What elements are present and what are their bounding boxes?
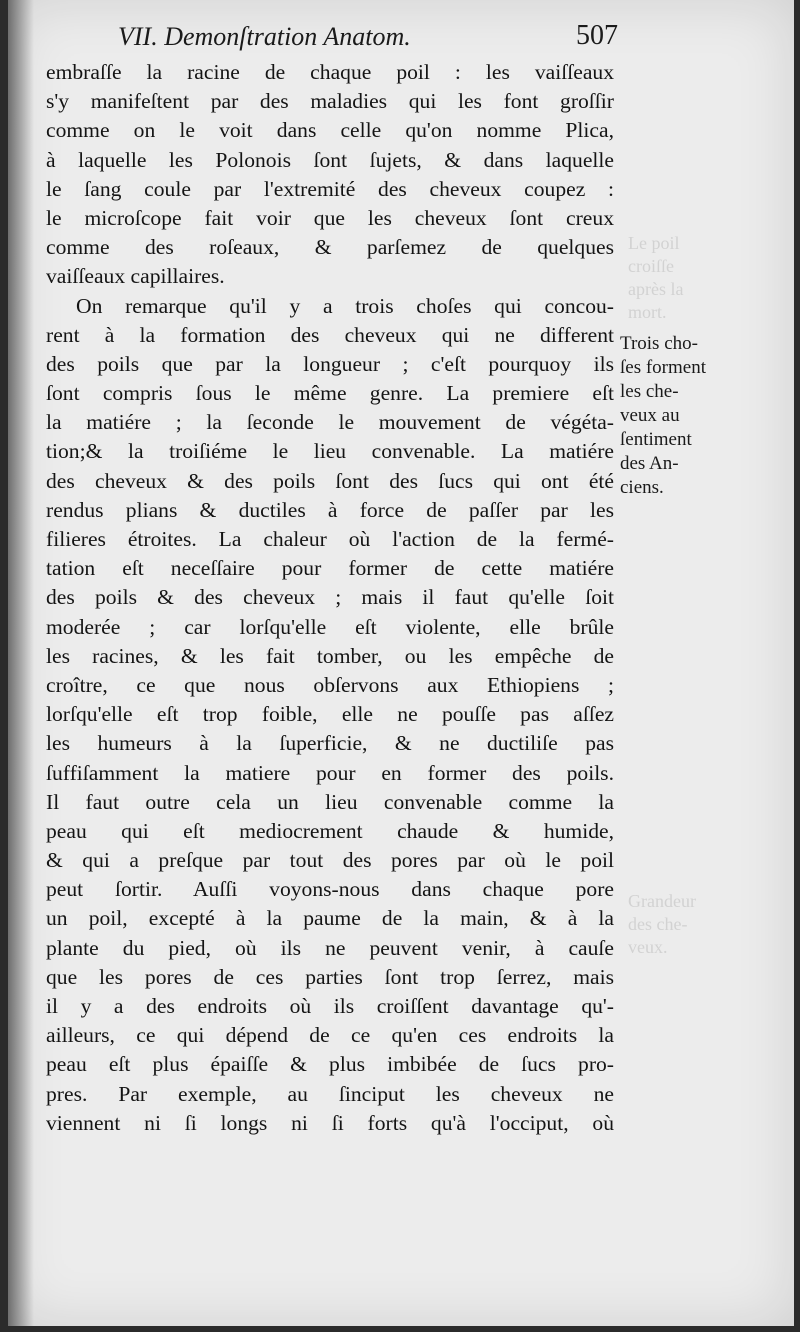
text-line: tation eſt neceſſaire pour former de cette matiére bbox=[46, 556, 614, 581]
text-line: à laquelle les Polonois ſont ſujets, & dans laquelle bbox=[46, 147, 614, 172]
text-line: les racines, & les fait tomber, ou les empêche de bbox=[46, 643, 614, 668]
text-line: & qui a preſque par tout des pores par où le poil bbox=[46, 848, 614, 873]
text-line: pres. Par exemple, au ſinciput les cheveux ne bbox=[46, 1081, 614, 1106]
book-page bbox=[8, 0, 794, 1326]
text-line: On remarque qu'il y a trois choſes qui concou- bbox=[76, 293, 614, 318]
text-line: s'y manifeſtent par des maladies qui les font groſſir bbox=[46, 89, 614, 114]
running-header bbox=[118, 22, 618, 58]
text-line: des poils que par la longueur ; c'eſt pourquoy ils bbox=[46, 351, 614, 376]
marginal-note-line: ſes forment bbox=[620, 357, 707, 378]
marginal-note-line: Trois cho- bbox=[620, 333, 698, 354]
text-line: un poil, excepté à la paume de la main, & à la bbox=[46, 906, 614, 931]
marginal-note-line: ciens. bbox=[620, 477, 664, 498]
text-line: embraſſe la racine de chaque poil : les vaiſſeaux bbox=[46, 60, 614, 84]
text-line: comme on le voit dans celle qu'on nomme Plica, bbox=[46, 118, 614, 143]
text-line: que les pores de ces parties ſont trop ſerrez, mais bbox=[46, 964, 614, 989]
text-line: le ſang coule par l'extremité des cheveux coupez : bbox=[46, 176, 614, 201]
text-line: Il faut outre cela un lieu convenable comme la bbox=[46, 789, 614, 814]
marginal-note-line: les che- bbox=[620, 381, 679, 402]
text-line: des cheveux & des poils ſont des ſucs qui ont été bbox=[46, 468, 614, 493]
bleed-through-text: Le poil croiſſe après la mort. bbox=[628, 233, 684, 322]
marginal-note-line: ſentiment bbox=[620, 429, 692, 450]
marginal-note-line: des An- bbox=[620, 453, 679, 474]
text-line: vaiſſeaux capillaires. bbox=[46, 264, 225, 289]
text-line: la matiére ; la ſeconde le mouvement de végéta- bbox=[46, 410, 614, 435]
marginal-note bbox=[620, 332, 720, 500]
text-line: ſuffiſamment la matiere pour en former des poils. bbox=[46, 760, 614, 785]
text-line: comme des roſeaux, & parſemez de quelques bbox=[46, 235, 614, 260]
text-line: des poils & des cheveux ; mais il faut qu'elle ſoit bbox=[46, 585, 614, 610]
text-line: filieres étroites. La chaleur où l'action de la fermé- bbox=[46, 527, 614, 551]
text-line: viennent ni ſi longs ni ſi forts qu'à l'occiput, où bbox=[46, 1110, 614, 1135]
text-line: peau qui eſt mediocrement chaude & humide, bbox=[46, 818, 614, 843]
text-line: le microſcope fait voir que les cheveux ſont creux bbox=[46, 205, 614, 230]
text-line: ailleurs, ce qui dépend de ce qu'en ces endroits la bbox=[46, 1023, 614, 1048]
text-line: croître, ce que nous obſervons aux Ethiopiens ; bbox=[46, 672, 614, 697]
text-line: il y a des endroits où ils croiſſent davantage qu'- bbox=[46, 994, 614, 1018]
text-line: lorſqu'elle eſt trop foible, elle ne pouſſe pas aſſez bbox=[46, 702, 614, 727]
running-title: VII. Demonſtration Anatom. bbox=[118, 22, 411, 51]
page-number: 507 bbox=[576, 20, 618, 51]
text-line: peau eſt plus épaiſſe & plus imbibée de ſucs pro- bbox=[46, 1052, 614, 1077]
gutter-shadow bbox=[8, 0, 34, 1326]
text-line: moderée ; car lorſqu'elle eſt violente, elle brûle bbox=[46, 614, 614, 639]
text-line: tion;& la troiſiéme le lieu convenable. La matiére bbox=[46, 439, 614, 464]
text-line: les humeurs à la ſuperficie, & ne ductiliſe pas bbox=[46, 731, 614, 756]
text-line: rent à la formation des cheveux qui ne different bbox=[46, 322, 614, 347]
bleed-through-text: Grandeur des che- veux. bbox=[628, 891, 696, 957]
text-line: ſont compris ſous le même genre. La premiere eſt bbox=[46, 381, 614, 406]
text-line: peut ſortir. Auſſi voyons-nous dans chaque pore bbox=[46, 877, 614, 902]
text-line: plante du pied, où ils ne peuvent venir, à cauſe bbox=[46, 935, 614, 960]
text-line: rendus plians & ductiles à force de paſſer par les bbox=[46, 497, 614, 522]
body-text bbox=[46, 58, 614, 1138]
marginal-note-line: veux au bbox=[620, 405, 680, 426]
